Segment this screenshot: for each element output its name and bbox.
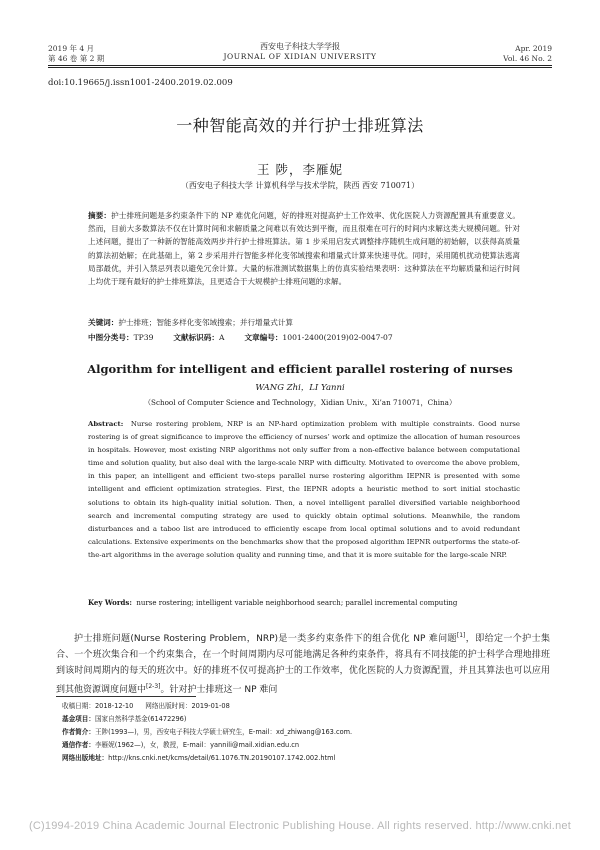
page-title: 一种智能高效的并行护士排班算法: [176, 116, 424, 135]
volume-issue: 第 46 卷 第 2 期: [48, 54, 105, 63]
clc-label: 中图分类号：: [88, 333, 134, 342]
body-text-3: 。针对护士排班这一 NP 难问: [160, 685, 278, 695]
abstract-cn-text: 护士排班问题是多约束条件下的 NP 难优化问题，好的排班对提高护士工作效率、优化医院人力资源配置具有重要意义。然而，目前大多数算法不仅在计算时间和求解质量之间难以有效达到平衡，而且很难在可行的时间内求解这类大规模问题。针对上述问题，提出了一种新的智能高效两步并行护士排班算法。第 1 步采用启发式调整排序随机生成问题的初始解，以获得高质量的算法初始解；在此基础上，第 2 步采用并行智能多样化变邻域搜索和增量式计算来快速寻优。同时，采用随机扰动使算法逃离局部最优，并引入禁忌列表以避免冗余计算。大量的标准测试数据集上的仿真实验结果表明：这种算法在平均解质量和运行时间上均优于现有最好的护士排班算法，且更适合于大规模护士排班问题的求解。: [88, 211, 521, 287]
author-value: 王陟(1993—)，男，西安电子科技大学硕士研究生，E-mail：xd_zhiwang@163.com.: [94, 728, 353, 736]
running-header-center: [150, 42, 450, 62]
citation-2-3[interactable]: [2-3]: [146, 683, 161, 690]
volume-issue-en: Vol. 46 No. 2: [503, 54, 552, 63]
header-rule-bottom: [48, 67, 552, 68]
footnote-author: [62, 726, 542, 739]
header-rule-top: [48, 65, 552, 66]
footnote-dates: [62, 700, 542, 713]
keywords-en-text: nurse rostering; intelligent variable neighborhood search; parallel incremental computing: [136, 599, 458, 607]
online-label: 网络出版时间：: [145, 702, 192, 710]
doc-code-value: A: [218, 333, 225, 342]
author-label: 作者简介：: [62, 728, 95, 736]
abstract-cn-label: 摘要：: [88, 211, 112, 220]
footnote-url: [62, 752, 542, 765]
affiliation-en: （School of Computer Science and Technology，Xidian Univ.，Xi’an 710071，China）: [143, 398, 457, 407]
doi: doi:10.19665/j.issn1001-2400.2019.02.009: [48, 78, 233, 88]
abstract-en-text: Nurse rostering problem, NRP is an NP-hard optimization problem with multiple constraints. Good nurse rostering is of great significance to improve the efficiency of nurses’ work and optimize the allocation of human resources in hospitals. However, most existing NRP algorithms not only suffer from a non-effective balance between computational time and solution quality, but also deal with the large-scale NRP with difficulty. Motivated to overcome the above problem, in this paper, an intelligent and efficient two-steps parallel nurse rostering algorithm IEPNR is presented with some intelligent and efficient optimization strategies. First, the IEPNR adopts a heuristic method to sort initial stochastic solutions to obtain its high-quality initial solution. Then, a novel intelligent parallel diversified variable neighborhood search and incremental computing strategy are used to quickly obtain optimal solutions. Meanwhile, the random disturbances and a taboo list are introduced to efficiently escape from local optimal solutions and to avoid redundant calculations. Extensive experiments on the benchmarks show that the proposed algorithm IEPNR outperforms the state-of-the-art algorithms in the average solution quality and running time, and that it is more suitable for the large-scale NRP.: [88, 420, 520, 559]
running-header-left: [48, 44, 104, 64]
body-text-2: ，即给定一个护士集合、一个班次集合和一个约束集合，在一个时间周期内尽可能地满足各种约束条件，将具有不同技能的护士科学合理地排班到该时间周期内的每天的班次中。好的排班不仅可提高护士的工作效率，优化医院的人力资源配置，并且其算法也可以应用到其他资源调度问题中: [56, 634, 550, 695]
affiliation-cn: （西安电子科技大学 计算机科学与技术学院，陕西 西安 710071）: [180, 181, 420, 190]
received-value: 2018-12-10: [94, 702, 134, 710]
abstract-en: [88, 418, 520, 562]
classification-cn: [88, 332, 528, 343]
abstract-en-label: Abstract:: [88, 420, 124, 428]
authors-en: WANG Zhi，LI Yanni: [255, 383, 345, 393]
issue-date: 2019 年 4 月: [48, 44, 95, 53]
fund-value: 国家自然科学基金(61472296): [94, 715, 187, 723]
citation-1[interactable]: [1]: [456, 632, 466, 639]
received-label: 收稿日期：: [62, 702, 95, 710]
authors-cn: 王 陟，李雁妮: [257, 162, 343, 177]
journal-name-cn: 西安电子科技大学学报: [260, 42, 340, 51]
online-url-value[interactable]: http://kns.cnki.net/kcms/detail/61.1076.TN.20190107.1742.002.html: [108, 754, 336, 762]
article-no-label: 文章编号：: [244, 333, 283, 342]
footnote-rule: [56, 696, 196, 697]
body-paragraph: [56, 628, 550, 698]
keywords-en-label: Key Words:: [88, 598, 132, 607]
journal-name-en: JOURNAL OF XIDIAN UNIVERSITY: [223, 52, 377, 61]
footnote-fund: [62, 713, 542, 726]
keywords-cn: [88, 317, 528, 328]
title-en: Algorithm for intelligent and efficient parallel rostering of nurses: [87, 362, 513, 376]
fund-label: 基金项目：: [62, 715, 95, 723]
keywords-cn-text: 护士排班；智能多样化变邻域搜索；并行增量式计算: [118, 318, 294, 327]
online-url-label: 网络出版地址：: [62, 754, 109, 762]
abstract-cn: [88, 209, 520, 288]
corresponding-label: 通信作者：: [62, 741, 95, 749]
online-value: 2019-01-08: [191, 702, 230, 710]
doc-code-label: 文献标识码：: [173, 333, 219, 342]
body-text-1: 护士排班问题(Nurse Rostering Problem，NRP)是一类多约束条件下的组合优化 NP 难问题: [74, 634, 457, 644]
cnki-watermark: (C)1994-2019 China Academic Journal Electronic Publishing House. All rights reserved. http://www.cnki.net: [29, 820, 571, 832]
running-header-right: [503, 44, 552, 64]
clc-value: TP39: [133, 333, 154, 342]
keywords-en: [88, 598, 528, 607]
keywords-cn-label: 关键词：: [88, 318, 119, 327]
article-no-value: 1001-2400(2019)02-0047-07: [282, 333, 393, 342]
corresponding-value: 李雁妮(1962—)，女，教授，E-mail：yannili@mail.xidian.edu.cn: [94, 741, 300, 749]
issue-date-en: Apr. 2019: [515, 44, 552, 53]
footnote-corresponding: [62, 739, 542, 752]
